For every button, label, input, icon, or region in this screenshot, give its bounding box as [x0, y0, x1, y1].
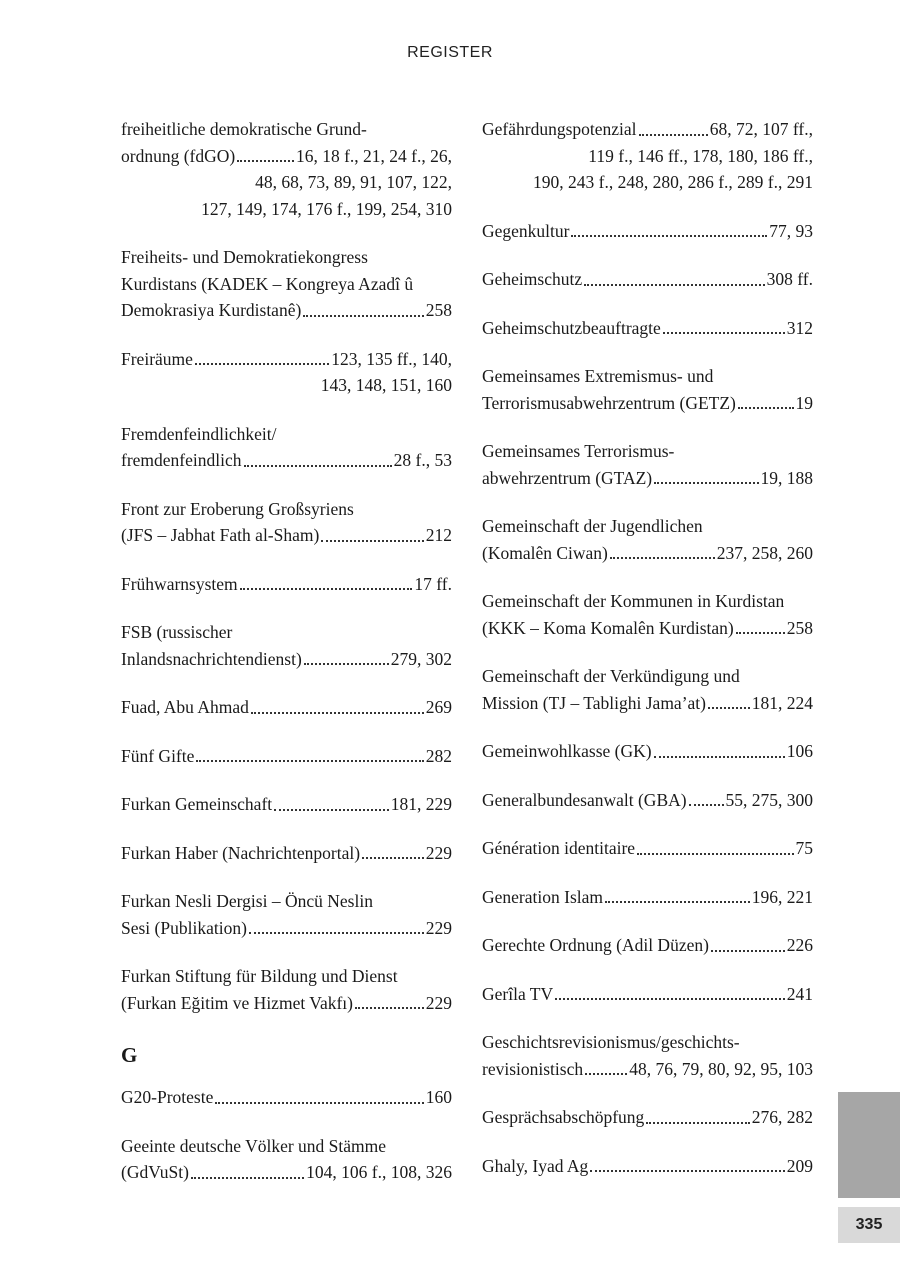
entry-pages: 17 ff.: [414, 573, 452, 594]
entry-pages-continued: 119 f., 146 ff., 178, 180, 186 ff.,: [588, 145, 813, 166]
dot-leader: [590, 1169, 784, 1172]
entry-text-line: freiheitliche demokratische Grund-: [121, 119, 367, 139]
entry-pages: 123, 135 ff., 140,: [331, 348, 452, 369]
entry-term: (Furkan Eğitim ve Hizmet Vakfı): [121, 992, 353, 1013]
entry-term: (GdVuSt): [121, 1162, 189, 1182]
index-entry: [121, 1133, 452, 1186]
entry-leader-row: [482, 690, 813, 717]
index-entry: [121, 963, 452, 1016]
dot-leader: [355, 1006, 424, 1009]
dot-leader: [237, 159, 294, 162]
entry-pages-continued: 48, 68, 73, 89, 91, 107, 122,: [255, 172, 452, 192]
entry-term: (Komalên Ciwan): [482, 542, 608, 563]
index-entry: [482, 835, 813, 862]
section-letter: G: [121, 1043, 138, 1067]
entry-term: Demokrasiya Kurdistanê): [121, 300, 302, 320]
entry-term: Gefährdungspotenzial: [482, 119, 637, 139]
index-entry: [121, 116, 452, 222]
entry-term: Inlandsnachrichtendienst): [121, 648, 302, 669]
entry-text-line: Geeinte deutsche Völker und Stämme: [121, 1135, 387, 1156]
entry-pages: 160: [425, 1087, 452, 1107]
index-column-left: [121, 116, 452, 1208]
index-entry: [121, 694, 452, 721]
entry-pages: 229: [425, 917, 452, 938]
entry-leader-row: [482, 787, 813, 814]
entry-term: Ghaly, Iyad Ag: [482, 1155, 589, 1176]
entry-pages: 55, 275, 300: [725, 789, 813, 810]
entry-leader-row: [121, 990, 452, 1017]
dot-leader: [571, 234, 767, 237]
index-entry: [121, 619, 452, 672]
dot-leader: [605, 900, 750, 903]
index-entry: [121, 346, 452, 399]
entry-pages: 106: [786, 741, 813, 761]
entry-leader-row: [482, 835, 813, 862]
entry-text-line: Furkan Stiftung für Bildung und Dienst: [121, 966, 398, 986]
entry-term: Generalbundesanwalt (GBA): [482, 789, 687, 810]
entry-leader-row: [482, 390, 813, 417]
index-entry: [482, 513, 813, 566]
entry-pages: 258: [425, 300, 452, 320]
entry-term: Geheimschutz: [482, 269, 583, 289]
dot-leader: [646, 1121, 749, 1124]
entry-text-line: Front zur Eroberung Großsyriens: [121, 498, 354, 519]
dot-leader: [249, 931, 424, 934]
dot-leader: [244, 464, 392, 467]
entry-text-line: Freiheits- und Demokratiekongress: [121, 247, 368, 267]
entry-text-line: Geschichtsrevisionismus/geschichts-: [482, 1032, 740, 1052]
index-entry: [482, 981, 813, 1008]
entry-leader-row: [482, 932, 813, 959]
entry-term: Sesi (Publikation): [121, 917, 247, 938]
index-entry: [482, 315, 813, 342]
entry-pages: 48, 76, 79, 80, 92, 95, 103: [629, 1058, 813, 1079]
index-entry: [482, 218, 813, 245]
index-entry: [121, 421, 452, 474]
entry-pages: 77, 93: [769, 220, 813, 241]
entry-term: ordnung (fdGO): [121, 145, 236, 166]
entry-pages: 276, 282: [751, 1107, 813, 1127]
entry-leader-row: [121, 346, 452, 373]
entry-pages: 237, 258, 260: [716, 542, 813, 563]
index-entry: [121, 840, 452, 867]
entry-pages: 28 f., 53: [393, 450, 452, 470]
entry-leader-row: [482, 615, 813, 642]
entry-leader-row: [121, 915, 452, 942]
entry-pages: 75: [795, 838, 813, 858]
running-header: REGISTER: [407, 44, 493, 61]
entry-text-line: Fremdenfeindlichkeit/: [121, 423, 277, 444]
entry-leader-row: [121, 522, 452, 549]
entry-leader-row: [482, 465, 813, 492]
entry-text-line: Kurdistans (KADEK – Kongreya Azadî û: [121, 273, 414, 294]
dot-leader: [637, 852, 793, 855]
entry-term: Terrorismusabwehrzentrum (GETZ): [482, 392, 736, 413]
entry-term: revisionistisch: [482, 1058, 584, 1079]
entry-leader-row: [121, 297, 452, 324]
entry-term: Fuad, Abu Ahmad: [121, 697, 249, 717]
entry-term: Génération identitaire: [482, 838, 636, 858]
index-entry: [121, 496, 452, 549]
entry-term: Furkan Haber (Nachrichtenportal): [121, 842, 361, 863]
index-entry: [482, 363, 813, 416]
entry-pages-continued: 143, 148, 151, 160: [320, 375, 452, 395]
entry-leader-row: [121, 1159, 452, 1186]
entry-term: Geheimschutzbeauftragte: [482, 317, 661, 338]
entry-pages: 282: [425, 745, 452, 766]
dot-leader: [555, 997, 785, 1000]
index-entry: [482, 588, 813, 641]
entry-leader-row: [482, 1153, 813, 1180]
entry-text-line: Gemeinschaft der Verkündigung und: [482, 666, 740, 686]
entry-term: Freiräume: [121, 348, 193, 369]
entry-pages: 68, 72, 107 ff.,: [709, 119, 813, 139]
dot-leader: [274, 808, 389, 811]
dot-leader: [362, 856, 424, 859]
entry-leader-row: [482, 1056, 813, 1083]
dot-leader: [708, 706, 750, 709]
index-entry: [482, 266, 813, 293]
entry-text-line: Furkan Nesli Dergisi – Öncü Neslin: [121, 891, 373, 911]
entry-pages: 229: [425, 842, 452, 863]
entry-pages: 19: [795, 392, 813, 413]
entry-pages: 209: [786, 1155, 813, 1176]
index-entry: [482, 116, 813, 196]
entry-leader-row: [121, 791, 452, 818]
entry-pages: 104, 106 f., 108, 326: [306, 1162, 452, 1182]
entry-term: Gegenkultur: [482, 220, 570, 241]
dot-leader: [663, 331, 785, 334]
index-entry: [482, 438, 813, 491]
dot-leader: [584, 283, 765, 286]
entry-leader-row: [121, 840, 452, 867]
entry-pages: 181, 224: [751, 692, 813, 713]
entry-leader-row: [482, 738, 813, 765]
entry-leader-row: [482, 266, 813, 293]
dot-leader: [654, 755, 785, 758]
entry-term: Mission (TJ – Tablighi Jama’at): [482, 692, 706, 713]
dot-leader: [195, 362, 329, 365]
index-entry: [121, 571, 452, 598]
index-entry: [482, 1104, 813, 1131]
entry-leader-row: [482, 981, 813, 1008]
entry-pages: 196, 221: [751, 886, 813, 907]
entry-pages: 212: [425, 525, 452, 545]
index-entry: [121, 743, 452, 770]
entry-pages: 258: [786, 617, 813, 638]
dot-leader: [240, 587, 413, 590]
entry-pages: 16, 18 f., 21, 24 f., 26,: [295, 145, 452, 166]
entry-leader-row: [121, 1084, 452, 1111]
dot-leader: [738, 406, 794, 409]
entry-pages-continued: 127, 149, 174, 176 f., 199, 254, 310: [201, 198, 452, 219]
entry-term: Fünf Gifte: [121, 745, 195, 766]
index-column-right: [482, 116, 813, 1201]
entry-term: Generation Islam: [482, 886, 603, 907]
entry-term: G20-Proteste: [121, 1087, 214, 1107]
entry-pages: 181, 229: [390, 794, 452, 814]
index-entry: [482, 738, 813, 765]
entry-term: Gesprächsabschöpfung: [482, 1107, 645, 1127]
dot-leader: [321, 539, 423, 542]
index-entry: [482, 1153, 813, 1180]
index-entry: [121, 791, 452, 818]
dot-leader: [304, 662, 389, 665]
entry-leader-row: [482, 540, 813, 567]
entry-term: Gerechte Ordnung (Adil Düzen): [482, 935, 709, 955]
entry-text-line: FSB (russischer: [121, 622, 233, 642]
entry-pages: 241: [786, 983, 813, 1004]
index-entry: [482, 1029, 813, 1082]
entry-term: (KKK – Koma Komalên Kurdistan): [482, 617, 734, 638]
entry-leader-row: [121, 646, 452, 673]
entry-pages: 229: [425, 992, 452, 1013]
entry-pages: 226: [786, 935, 813, 955]
index-entry: [482, 884, 813, 911]
entry-pages-continued: 190, 243 f., 248, 280, 286 f., 289 f., 291: [533, 172, 813, 192]
entry-term: fremdenfeindlich: [121, 450, 242, 470]
entry-leader-row: [482, 1104, 813, 1131]
dot-leader: [639, 133, 708, 136]
entry-text-line: Gemeinsames Terrorismus-: [482, 441, 675, 461]
dot-leader: [303, 314, 423, 317]
entry-pages: 279, 302: [390, 648, 452, 669]
dot-leader: [251, 711, 424, 714]
entry-leader-row: [121, 743, 452, 770]
index-entry: [121, 1084, 452, 1111]
dot-leader: [711, 949, 785, 952]
dot-leader: [196, 759, 423, 762]
entry-text-line: Gemeinsames Extremismus- und: [482, 366, 714, 386]
entry-leader-row: [482, 116, 813, 143]
entry-leader-row: [482, 884, 813, 911]
entry-term: Furkan Gemeinschaft: [121, 794, 273, 814]
entry-text-line: Gemeinschaft der Kommunen in Kurdistan: [482, 591, 785, 611]
index-entry: [482, 932, 813, 959]
entry-pages: 269: [425, 697, 452, 717]
entry-pages: 19, 188: [760, 467, 813, 488]
dot-leader: [654, 481, 758, 484]
entry-term: Frühwarnsystem: [121, 573, 238, 594]
entry-leader-row: [121, 447, 452, 474]
entry-term: Gerîla TV: [482, 983, 554, 1004]
page-number: 335: [838, 1207, 900, 1243]
dot-leader: [736, 631, 785, 634]
entry-leader-row: [121, 694, 452, 721]
dot-leader: [610, 556, 715, 559]
dot-leader: [191, 1176, 304, 1179]
entry-term: (JFS – Jabhat Fath al-Sham): [121, 525, 320, 545]
entry-term: Gemeinwohlkasse (GK): [482, 741, 652, 761]
entry-text-line: Gemeinschaft der Jugendlichen: [482, 516, 703, 536]
entry-pages: 308 ff.: [766, 269, 813, 289]
entry-leader-row: [482, 218, 813, 245]
entry-pages: 312: [786, 317, 813, 338]
thumb-index-tab: [838, 1092, 900, 1198]
entry-term: abwehrzentrum (GTAZ): [482, 467, 653, 488]
entry-leader-row: [121, 571, 452, 598]
index-entry: [121, 244, 452, 324]
index-entry: [482, 663, 813, 716]
entry-leader-row: [121, 143, 452, 170]
dot-leader: [689, 803, 724, 806]
dot-leader: [585, 1072, 627, 1075]
entry-leader-row: [482, 315, 813, 342]
index-entry: [482, 787, 813, 814]
dot-leader: [215, 1101, 423, 1104]
index-entry: [121, 888, 452, 941]
